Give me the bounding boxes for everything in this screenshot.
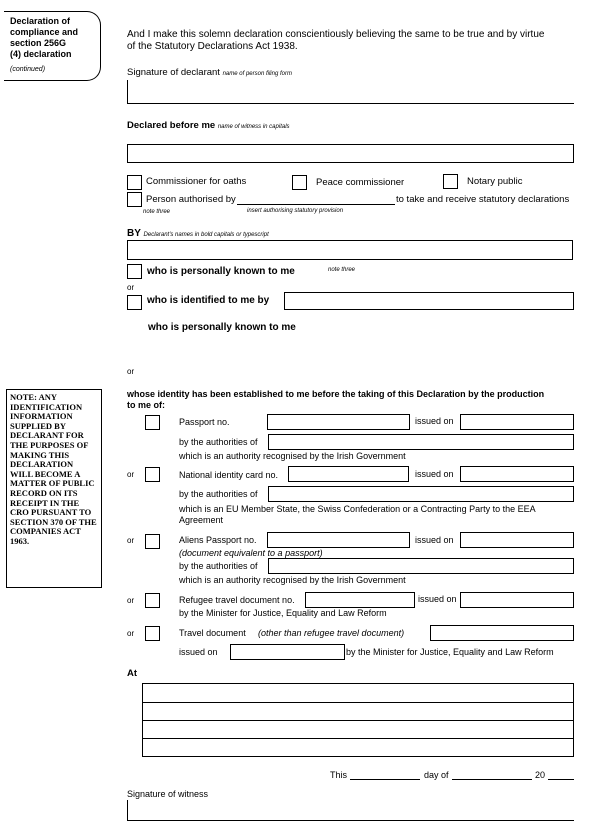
signature-declarant-field[interactable] (127, 80, 574, 104)
signature-witness-field[interactable] (127, 800, 574, 821)
travel-doc-note: (other than refugee travel document) (258, 628, 405, 638)
intro-line-2: of the Statutory Declarations Act 1938. (127, 41, 298, 52)
declared-before-heading (127, 120, 290, 131)
witness-name-input[interactable] (127, 144, 574, 163)
passport-issued-label: issued on (415, 416, 454, 426)
insert-provision-hint: insert authorising statutory provision (247, 208, 344, 214)
declarant-names-input[interactable] (127, 240, 573, 260)
peace-commissioner-label: Peace commissioner (316, 177, 405, 188)
whose-identity-line-1: whose identity has been established to me before the taking of this Declaration by the production (127, 389, 545, 399)
aliens-note: (document equivalent to a passport) (179, 548, 323, 558)
passport-issued-input[interactable] (460, 414, 574, 430)
or-aliens: or (127, 536, 135, 545)
identified-by-input[interactable] (284, 292, 574, 310)
national-id-label: National identity card no. (179, 470, 279, 480)
date-year-field[interactable] (548, 779, 574, 780)
notary-label: Notary public (467, 176, 523, 187)
section-tab (4, 11, 101, 81)
by-heading (127, 228, 269, 239)
signature-declarant-heading (127, 67, 292, 78)
national-id-authorities-label: by the authorities of (179, 489, 258, 499)
refugee-issued-label: issued on (418, 594, 457, 604)
signature-declarant-label: Signature of declarant (127, 67, 220, 78)
date-this-label: This (330, 770, 348, 780)
known-label-2: who is personally known to me (148, 322, 296, 333)
national-id-authorities-input[interactable] (268, 486, 574, 502)
travel-issued-label: issued on (179, 647, 218, 657)
travel-issued-input[interactable] (230, 644, 345, 660)
travel-doc-number-input[interactable] (430, 625, 574, 641)
notary-checkbox[interactable] (443, 174, 458, 189)
national-id-issued-input[interactable] (460, 466, 574, 482)
intro-line-1: And I make this solemn declaration conscientiously believing the same to be true and by virtue (127, 29, 545, 40)
national-id-input[interactable] (288, 466, 409, 482)
refugee-checkbox[interactable] (145, 593, 160, 608)
whose-identity-line-2: to me of: (127, 400, 165, 410)
tab-continued: (continued) (10, 66, 46, 73)
known-checkbox[interactable] (127, 264, 142, 279)
passport-number-input[interactable] (267, 414, 410, 430)
eu-state-text-2: Agreement (179, 515, 224, 525)
signature-declarant-hint: name of person filing form (222, 71, 292, 77)
or-travel: or (127, 629, 135, 638)
peace-commissioner-checkbox[interactable] (292, 175, 307, 190)
national-id-issued-label: issued on (415, 469, 454, 479)
date-day-field[interactable] (350, 779, 420, 780)
aliens-recognised-text: which is an authority recognised by the Irish Government (179, 575, 406, 585)
commissioner-checkbox[interactable] (127, 175, 142, 190)
known-label: who is personally known to me (147, 266, 295, 277)
declared-before-hint: name of witness in capitals (217, 124, 290, 130)
date-day-of-label: day of (424, 770, 449, 780)
travel-doc-checkbox[interactable] (145, 626, 160, 641)
public-record-note: NOTE: ANY IDENTIFICATION INFORMATION SUPPLIED BY DECLARANT FOR THE PURPOSES OF MAKING THIS DECLARATION WILL BECOME A MATTER OF PUBLIC RECORD ON ITS RECEIPT IN THE CRO PURSUANT TO SECTION 370 OF THE COMPANIES ACT 1963. (6, 389, 102, 588)
national-id-checkbox[interactable] (145, 467, 160, 482)
person-authorised-label: Person authorised by (146, 194, 236, 205)
passport-checkbox[interactable] (145, 415, 160, 430)
refugee-label: Refugee travel document no. (179, 595, 295, 605)
travel-minister-text: by the Minister for Justice, Equality and Law Reform (346, 647, 554, 657)
or-separator-2: or (127, 367, 135, 376)
aliens-passport-checkbox[interactable] (145, 534, 160, 549)
date-month-field[interactable] (452, 779, 532, 780)
commissioner-label: Commissioner for oaths (146, 176, 247, 187)
refugee-minister-text: by the Minister for Justice, Equality and Law Reform (179, 608, 387, 618)
date-year-prefix: 20 (535, 770, 546, 780)
address-rule-1 (143, 702, 573, 703)
passport-authorities-input[interactable] (268, 434, 574, 450)
eu-state-text-1: which is an EU Member State, the Swiss Confederation or a Contracting Party to the EEA (179, 504, 536, 514)
aliens-issued-input[interactable] (460, 532, 574, 548)
passport-authorities-label: by the authorities of (179, 437, 258, 447)
tab-line-3: section 256G (10, 38, 67, 48)
address-rule-2 (143, 720, 573, 721)
by-label: BY (127, 228, 141, 239)
tab-line-4: (4) declaration (10, 49, 72, 59)
passport-label: Passport no. (179, 417, 230, 427)
passport-recognised-text: which is an authority recognised by the Irish Government (179, 451, 406, 461)
note-three-ref: note three (143, 209, 171, 215)
travel-doc-label: Travel document (179, 628, 246, 638)
aliens-passport-label: Aliens Passport no. (179, 535, 257, 545)
identified-checkbox[interactable] (127, 295, 142, 310)
by-hint: Declarant's names in bold capitals or typescript (143, 232, 269, 238)
or-national-id: or (127, 470, 135, 479)
aliens-issued-label: issued on (415, 535, 454, 545)
refugee-issued-input[interactable] (460, 592, 574, 608)
place-address-box[interactable] (142, 683, 574, 757)
tab-line-1: Declaration of (10, 16, 71, 26)
authorising-provision-field[interactable] (237, 204, 395, 205)
or-separator-1: or (127, 283, 135, 292)
tab-line-2: compliance and (10, 27, 79, 37)
person-authorised-checkbox[interactable] (127, 192, 142, 207)
known-note-three: note three (328, 267, 356, 273)
declared-before-label: Declared before me (127, 120, 216, 131)
aliens-passport-input[interactable] (267, 532, 410, 548)
aliens-authorities-label: by the authorities of (179, 561, 258, 571)
at-label: At (127, 668, 138, 679)
refugee-number-input[interactable] (305, 592, 415, 608)
or-refugee: or (127, 596, 135, 605)
identified-label: who is identified to me by (147, 295, 270, 306)
address-rule-3 (143, 738, 573, 739)
signature-witness-label: Signature of witness (127, 789, 209, 799)
authorised-suffix-label: to take and receive statutory declarations (396, 194, 570, 205)
aliens-authorities-input[interactable] (268, 558, 574, 574)
